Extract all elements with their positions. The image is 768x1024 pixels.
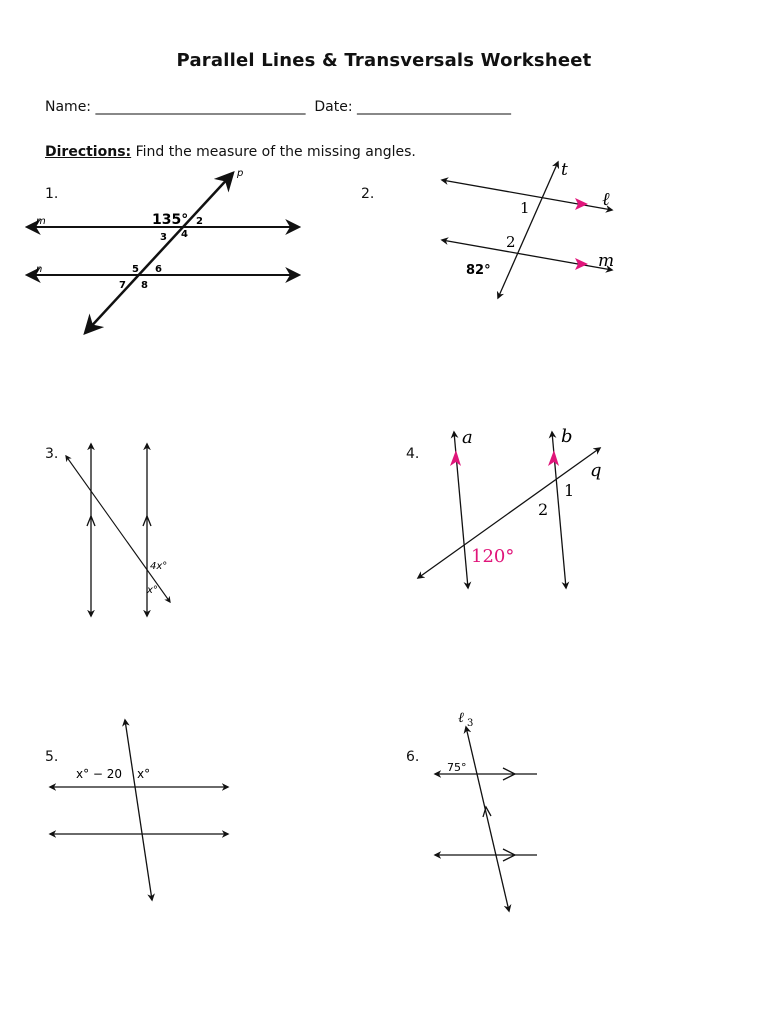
date-blank[interactable]: ______________________: [357, 99, 512, 115]
transversal-l3: [466, 727, 509, 911]
angle-3: 3: [160, 232, 167, 243]
label-b: b: [561, 426, 573, 447]
problem-2-number: 2.: [361, 186, 375, 202]
directions-label: Directions:: [45, 144, 132, 160]
label-l3: ℓ: [458, 710, 464, 726]
directions-text: Find the measure of the missing angles.: [135, 144, 416, 160]
angle-2: 2: [506, 233, 516, 251]
angle-7: 7: [119, 280, 126, 291]
parallel-marker-b: [548, 450, 559, 466]
line-p: [86, 174, 232, 332]
angle-1: 1: [520, 199, 530, 217]
angle-5: 5: [132, 264, 139, 275]
name-blank[interactable]: ______________________________: [95, 99, 306, 115]
label-a: a: [462, 427, 473, 448]
angle-2: 2: [538, 500, 549, 519]
line-t: [498, 162, 558, 298]
date-label: Date:: [314, 99, 353, 115]
angle-x-minus-20: x° − 20: [76, 767, 123, 781]
name-label: Name:: [45, 99, 92, 115]
label-l: ℓ: [602, 189, 610, 210]
problem-3-figure: [50, 430, 200, 630]
angle-4x: 4x°: [150, 561, 168, 572]
problem-5-figure: [40, 710, 250, 910]
problem-1-number: 1.: [45, 186, 59, 202]
angle-6: 6: [155, 264, 162, 275]
angle-8: 8: [141, 280, 148, 291]
problem-2-figure: [420, 150, 640, 310]
problem-6-figure: [425, 705, 555, 920]
angle-1: 1: [564, 481, 575, 500]
label-n: n: [36, 264, 43, 275]
parallel-marker-a: [450, 450, 461, 466]
label-t: t: [561, 160, 568, 180]
problem-5-number: 5.: [45, 749, 59, 765]
given-angle-82: 82°: [466, 263, 491, 278]
given-angle-75: 75°: [447, 761, 467, 774]
transversal: [66, 456, 170, 602]
problem-3-number: 3.: [45, 446, 59, 462]
label-q: q: [590, 460, 602, 481]
problem-1-figure: [0, 160, 330, 350]
label-p: p: [237, 168, 244, 179]
label-m: m: [598, 251, 615, 271]
problem-4-number: 4.: [406, 446, 420, 462]
given-angle-135: 135°: [152, 212, 189, 228]
problem-6-number: 6.: [406, 749, 420, 765]
directions-line: [45, 144, 416, 160]
angle-4: 4: [181, 229, 188, 240]
name-line: [45, 99, 511, 115]
angle-x: x°: [137, 767, 151, 781]
label-m: m: [36, 216, 46, 227]
worksheet-title: Parallel Lines & Transversals Worksheet: [176, 50, 592, 71]
angle-x: x°: [147, 585, 158, 596]
problem-4-figure: [410, 420, 630, 600]
angle-2: 2: [196, 216, 203, 227]
label-l3-subscript: 3: [467, 718, 474, 729]
given-angle-120: 120°: [471, 546, 515, 567]
transversal: [125, 720, 152, 900]
